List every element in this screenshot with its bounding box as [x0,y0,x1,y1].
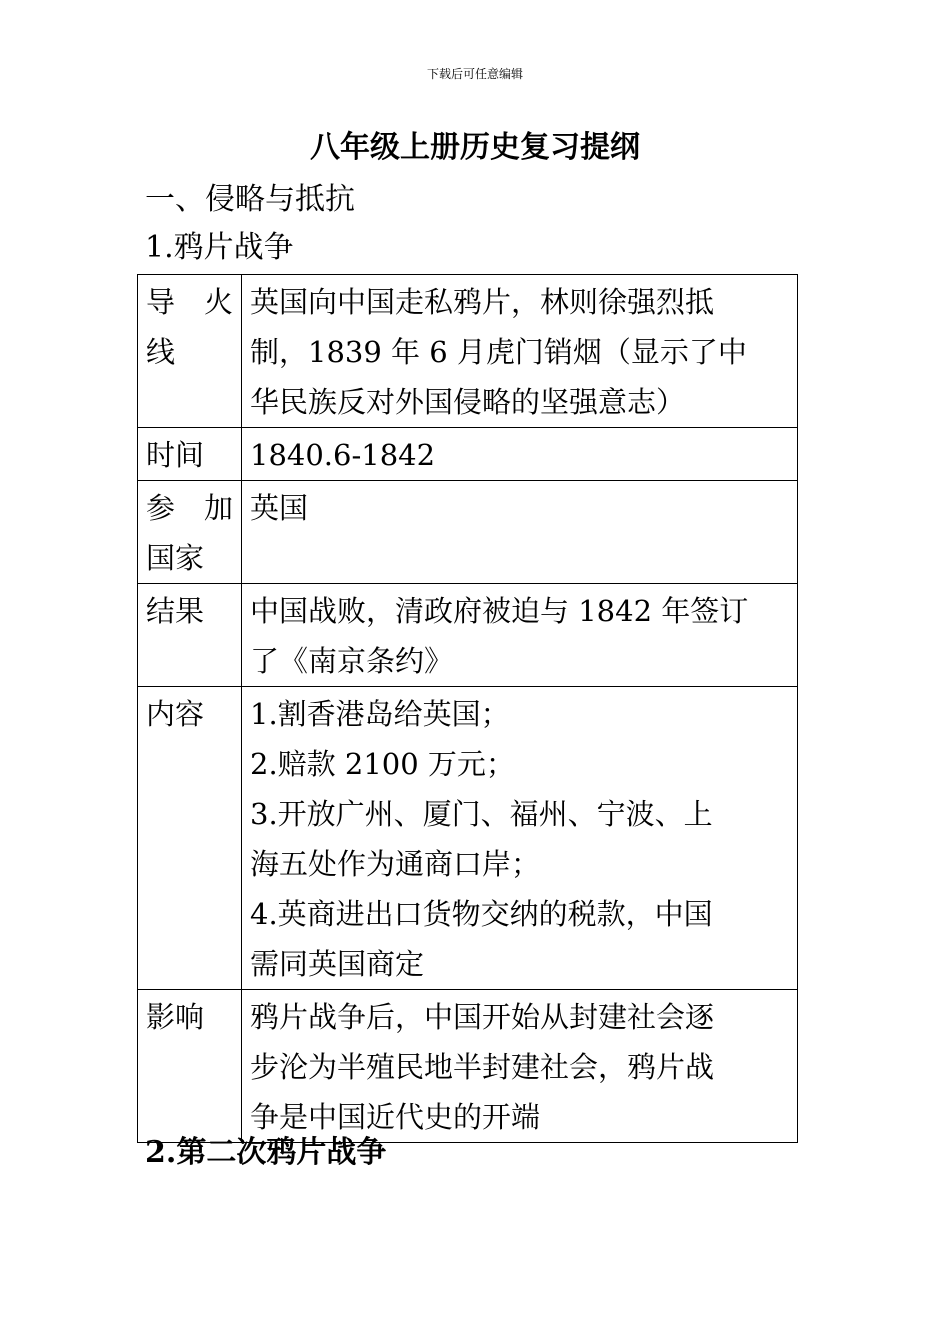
row-content-line: 需同英国商定 [250,947,425,981]
row-content-line: 1840.6-1842 [250,438,436,472]
row-label-line: 线 [146,335,176,369]
row-content-line: 了《南京条约》 [250,644,454,678]
row-label-cell [138,481,242,584]
document-title: 八年级上册历史复习提纲 [310,130,640,165]
opium-war-table [137,274,798,1143]
table-row [138,990,798,1143]
row-label-line: 影响 [146,1000,205,1034]
row-label-line: 导 火 [146,285,233,319]
row-content-line: 英国向中国走私鸦片，林则徐强烈抵 [250,285,715,319]
table-row [138,428,798,481]
row-label-line: 参 加 [146,491,233,525]
row-content-line: 3.开放广州、厦门、福州、宁波、上 [250,797,713,831]
row-label-line: 国家 [146,541,205,575]
row-content-cell [242,428,798,481]
row-content-line: 海五处作为通商口岸； [250,847,541,881]
row-content-line: 制，1839 年 6 月虎门销烟（显示了中 [250,335,747,369]
row-content-line: 步沦为半殖民地半封建社会，鸦片战 [250,1050,715,1084]
row-content-cell [242,481,798,584]
row-label-cell [138,428,242,481]
row-content-cell [242,687,798,990]
row-label-line: 时间 [146,438,205,472]
row-content-line: 鸦片战争后，中国开始从封建社会逐 [250,1000,715,1034]
table-row [138,275,798,428]
table-row [138,687,798,990]
table-row [138,481,798,584]
row-content-cell [242,275,798,428]
row-content-line: 争是中国近代史的开端 [250,1100,541,1134]
row-content-line: 英国 [250,491,309,525]
row-label-cell [138,275,242,428]
row-label-cell [138,687,242,990]
row-label-line: 结果 [146,594,205,628]
row-label-line: 内容 [146,697,205,731]
row-content-cell [242,990,798,1143]
row-content-cell [242,584,798,687]
row-content-line: 2.赔款 2100 万元； [250,747,515,781]
section-heading: 一、侵略与抵抗 [145,182,355,217]
row-content-line: 中国战败，清政府被迫与 1842 年签订 [250,594,749,628]
row-content-line: 4.英商进出口货物交纳的税款，中国 [250,897,713,931]
row-label-cell [138,990,242,1143]
subsection-heading-opium-war: 1.鸦片战争 [145,230,294,265]
row-content-line: 华民族反对外国侵略的坚强意志） [250,385,686,419]
row-label-cell [138,584,242,687]
subsection-heading-second-opium-war: 2.第二次鸦片战争 [145,1135,387,1170]
header-note: 下载后可任意编辑 [426,67,523,81]
table-row [138,584,798,687]
row-content-line: 1.割香港岛给英国； [250,697,510,731]
